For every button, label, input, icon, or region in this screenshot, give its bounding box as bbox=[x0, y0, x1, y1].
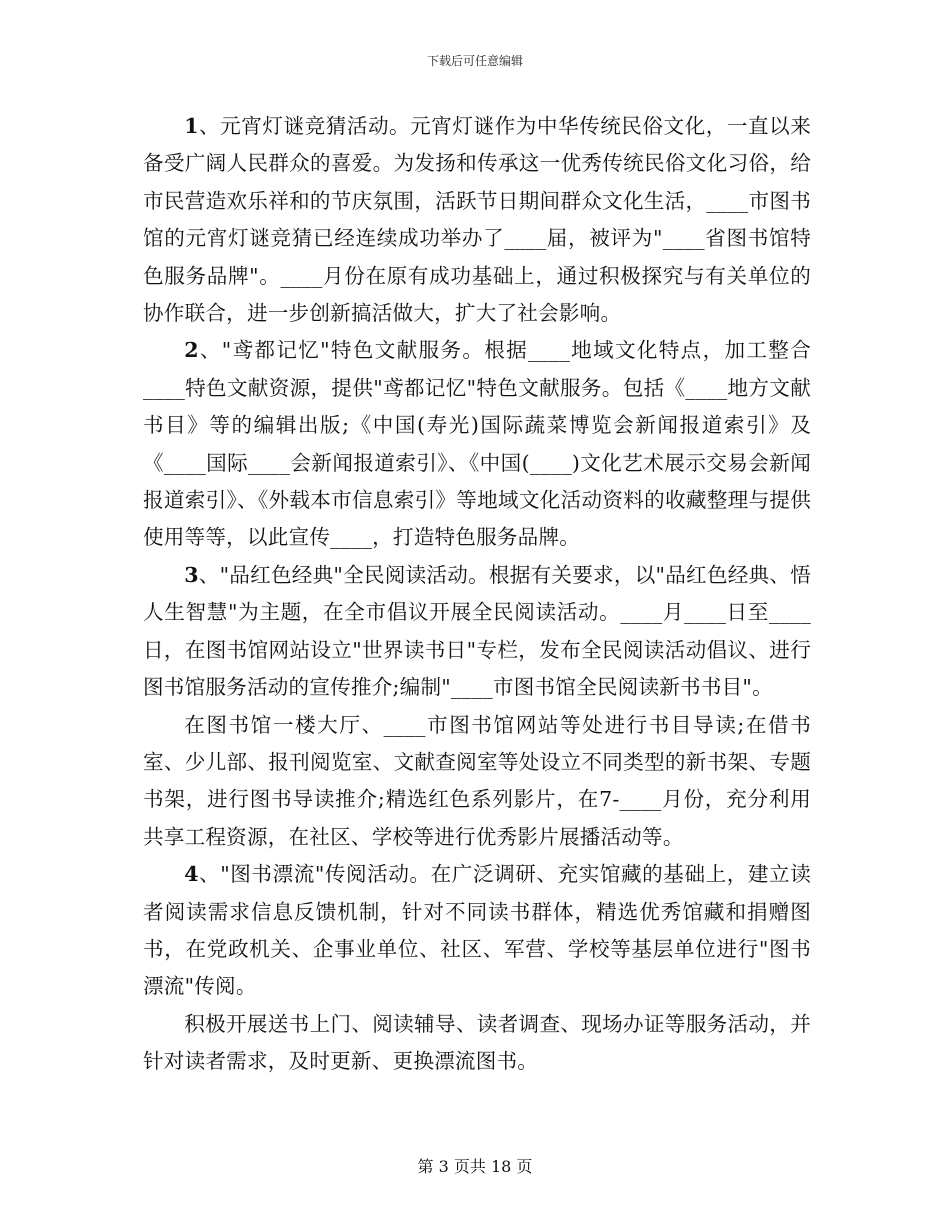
paragraph-2 bbox=[143, 332, 811, 556]
paragraph-text: 积极开展送书上门、阅读辅导、读者调查、现场办证等服务活动，并针对读者需求，及时更新、更换漂流图书。 bbox=[143, 1011, 811, 1074]
paragraph-4 bbox=[143, 707, 811, 857]
paragraph-3 bbox=[143, 557, 811, 707]
paragraph-text: 、"品红色经典"全民阅读活动。根据有关要求，以"品红色经典、悟人生智慧"为主题，在全市倡议开展全民阅读活动。____月____日至____日，在图书馆网站设立"世界读书日"专栏，发布全民阅读活动倡议、进行图书馆服务活动的宣传推介;编制"____市图书馆全民阅读新书书目"。 bbox=[143, 562, 811, 700]
paragraph-text: 、"图书漂流"传阅活动。在广泛调研、充实馆藏的基础上，建立读者阅读需求信息反馈机制，针对不同读书群体，精选优秀馆藏和捐赠图书，在党政机关、企事业单位、社区、军营、学校等基层单位进行"图书漂流"传阅。 bbox=[143, 862, 811, 999]
page-footer: 第 3 页共 18 页 bbox=[417, 1157, 533, 1176]
paragraph-number: 2 bbox=[184, 338, 199, 363]
paragraph-text: 在图书馆一楼大厅、____市图书馆网站等处进行书目导读;在借书室、少儿部、报刊阅览室、文献查阅室等处设立不同类型的新书架、专题书架，进行图书导读推介;精选红色系列影片，在7-____月份，充分利用共享工程资源，在社区、学校等进行优秀影片展播活动等。 bbox=[143, 712, 811, 849]
paragraph-number: 3 bbox=[184, 562, 199, 587]
paragraph-text: 、元宵灯谜竞猜活动。元宵灯谜作为中华传统民俗文化，一直以来备受广阔人民群众的喜爱。为发扬和传承这一优秀传统民俗文化习俗，给市民营造欢乐祥和的节庆氛围，活跃节日期间群众文化生活，____市图书馆的元宵灯谜竞猜已经连续成功举办了____届，被评为"____省图书馆特色服务品牌"。____月份在原有成功基础上，通过积极探究与有关单位的协作联合，进一步创新搞活做大，扩大了社会影响。 bbox=[143, 114, 811, 326]
document-body bbox=[143, 108, 811, 1081]
paragraph-1 bbox=[143, 108, 811, 332]
paragraph-number: 1 bbox=[184, 114, 199, 138]
paragraph-6 bbox=[143, 1006, 811, 1081]
paragraph-5 bbox=[143, 856, 811, 1006]
header-note: 下载后可任意编辑 bbox=[426, 54, 523, 68]
paragraph-number: 4 bbox=[184, 862, 199, 887]
paragraph-text: 、"鸢都记忆"特色文献服务。根据____地域文化特点，加工整合____特色文献资源，提供"鸢都记忆"特色文献服务。包括《____地方文献书目》等的编辑出版;《中国(寿光)国际蔬菜博览会新闻报道索引》及《____国际____会新闻报道索引》、《中国(____)文化艺术展示交易会新闻报道索引》、《外载本市信息索引》等地域文化活动资料的收藏整理与提供使用等等，以此宣传____，打造特色服务品牌。 bbox=[143, 338, 811, 550]
